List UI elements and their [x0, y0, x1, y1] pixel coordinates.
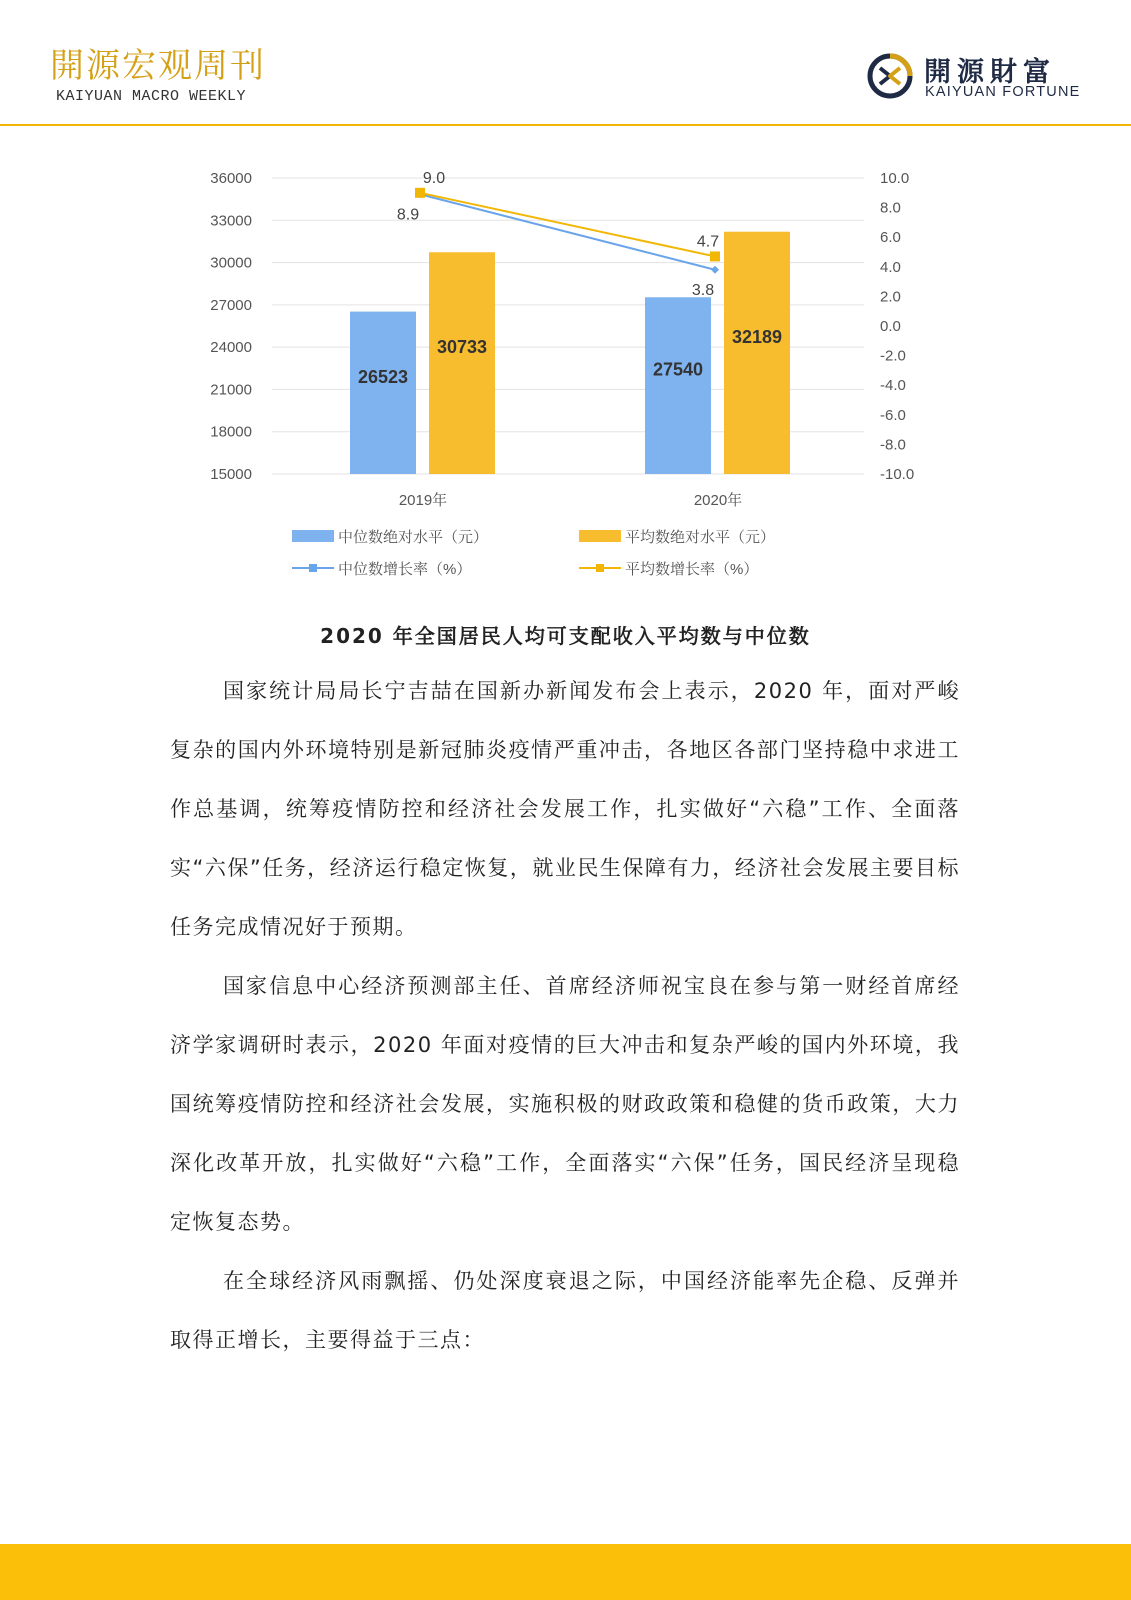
line-point: [415, 188, 425, 198]
y-tick-label: 21000: [210, 381, 252, 399]
y-tick-label: 33000: [210, 212, 252, 230]
y2-tick-label: 8.0: [880, 199, 901, 217]
bar-value-label: 30733: [436, 337, 488, 358]
bar-value-label: 27540: [652, 359, 704, 380]
y2-tick-label: -6.0: [880, 406, 906, 424]
y2-tick-label: -2.0: [880, 347, 906, 365]
logo-text-cn: 開源財富: [924, 57, 1056, 88]
y-tick-label: 24000: [210, 339, 252, 357]
header-divider: [0, 124, 1131, 126]
legend-label: 中位数增长率（%）: [338, 561, 472, 578]
income-chart-svg: [196, 160, 956, 600]
y2-tick-label: -10.0: [880, 466, 915, 483]
y-tick-label: 27000: [210, 296, 252, 314]
y2-tick-label: -8.0: [880, 436, 906, 454]
y2-tick-label: -4.0: [880, 377, 906, 395]
legend-marker: [596, 564, 604, 572]
y2-tick-label: 0.0: [880, 318, 901, 335]
paragraph-1: 国家统计局局长宁吉喆在国新办新闻发布会上表示，2020 年，面对严峻复杂的国内外环境特别是新冠肺炎疫情严重冲击，各地区各部门坚持稳中求进工作总基调，统筹疫情防控和经济社会发展工作，扎实做好“六稳”工作、全面落实“六保”任务，经济运行稳定恢复，就业民生保障有力，经济社会发展主要目标任务完成情况好于预期。: [170, 679, 960, 939]
bar-value-label: 32189: [731, 326, 783, 347]
legend-label: 平均数增长率（%）: [625, 561, 759, 578]
paragraph-3: 在全球经济风雨飘摇、仍处深度衰退之际，中国经济能率先企稳、反弹并取得正增长，主要得益于三点：: [170, 1269, 960, 1352]
y2-tick-label: 6.0: [880, 229, 901, 247]
legend-marker: [309, 564, 317, 572]
y-tick-label: 15000: [210, 466, 252, 483]
y-tick-label: 36000: [210, 170, 252, 187]
bar: [429, 252, 495, 474]
kaiyuan-logo: [866, 52, 1096, 104]
line-point: [710, 251, 720, 261]
logo-text-en: KAIYUAN FORTUNE: [925, 84, 1081, 100]
legend-label: 中位数绝对水平（元）: [338, 529, 489, 546]
paragraph-2: 国家信息中心经济预测部主任、首席经济师祝宝良在参与第一财经首席经济学家调研时表示，2020 年面对疫情的巨大冲击和复杂严峻的国内外环境，我国统筹疫情防控和经济社会发展，实施积极的财政政策和稳健的货币政策，大力深化改革开放，扎实做好“六稳”工作，全面落实“六保”任务，国民经济呈现稳定恢复态势。: [170, 974, 960, 1234]
page-header: [0, 0, 1131, 126]
publication-title: 開源宏观周刊: [50, 46, 266, 86]
chart-caption: 2020 年全国居民人均可支配收入平均数与中位数: [320, 624, 811, 648]
line-value-label: 8.9: [396, 206, 420, 224]
y2-tick-label: 4.0: [880, 258, 901, 276]
bar: [350, 312, 416, 474]
x-tick-label: 2020年: [693, 492, 743, 509]
legend-swatch: [292, 530, 334, 542]
y2-tick-label: 10.0: [880, 170, 910, 187]
footer-bar: [0, 1544, 1131, 1600]
legend-swatch: [579, 530, 621, 542]
bar-value-label: 26523: [357, 366, 409, 387]
line-value-label: 3.8: [691, 281, 715, 299]
series-line: [420, 193, 715, 257]
legend-label: 平均数绝对水平（元）: [625, 529, 776, 546]
line-value-label: 9.0: [422, 169, 446, 187]
income-chart: [196, 160, 956, 600]
bar: [645, 297, 711, 474]
bar: [724, 232, 790, 474]
article-body: [170, 662, 960, 1370]
y-tick-label: 18000: [210, 423, 252, 441]
y-tick-label: 30000: [210, 254, 252, 272]
publication-subtitle: KAIYUAN MACRO WEEKLY: [56, 88, 247, 105]
x-tick-label: 2019年: [398, 492, 448, 509]
y2-tick-label: 2.0: [880, 288, 901, 306]
kaiyuan-logo-icon: [866, 52, 914, 100]
line-value-label: 4.7: [696, 233, 720, 251]
line-point: [711, 266, 719, 274]
